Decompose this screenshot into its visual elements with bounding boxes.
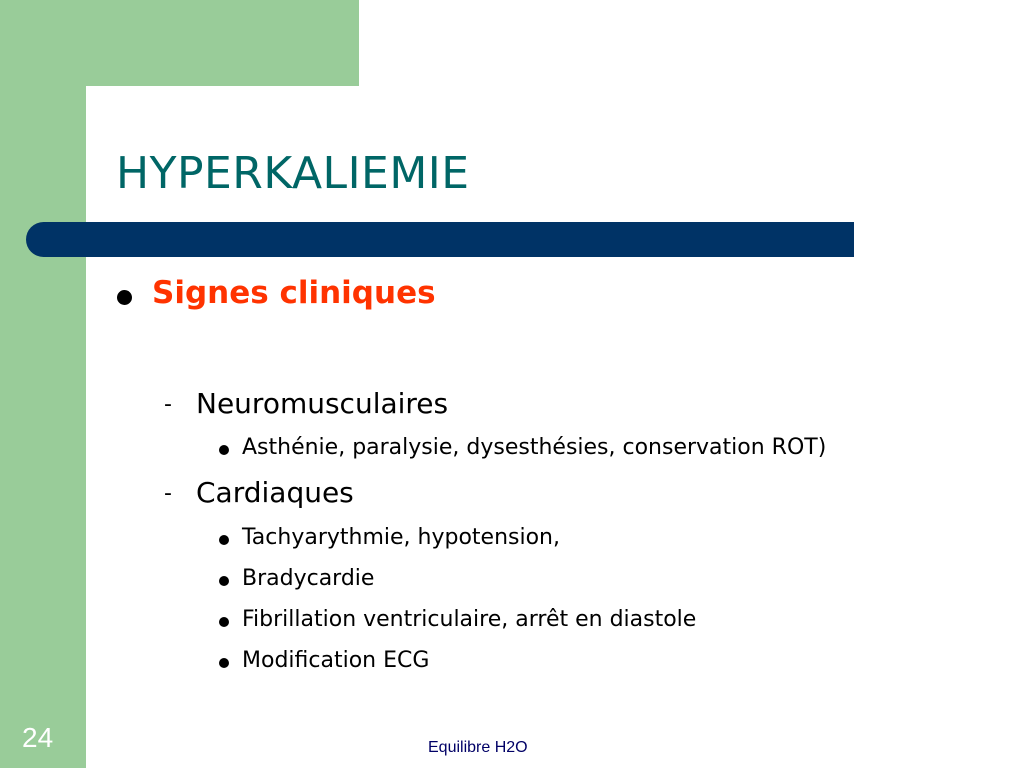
group-label-neuromusculaires: Neuromusculaires [196,387,449,420]
dash-icon: - [164,392,172,417]
list-item: Tachyarythmie, hypotension, [242,525,560,550]
bullet-icon [219,576,229,586]
bullet-icon [219,535,229,545]
list-item: Asthénie, paralysie, dysesthésies, conservation ROT) [242,435,827,460]
title-underline-bar [26,222,854,257]
list-item: Bradycardie [242,566,375,591]
top-band [0,0,359,86]
dash-icon: - [164,481,172,506]
footer-text: Equilibre H2O [428,739,528,756]
bullet-icon [219,617,229,627]
group-label-cardiaques: Cardiaques [196,476,354,509]
section-heading: Signes cliniques [152,275,436,311]
side-band [0,0,86,768]
slide-number: 24 [22,722,54,753]
bullet-icon [117,290,132,305]
list-item: Fibrillation ventriculaire, arrêt en diastole [242,607,697,632]
slide-title: HYPERKALIEMIE [116,148,470,199]
bullet-icon [219,445,229,455]
list-item: Modification ECG [242,648,430,673]
bullet-icon [219,658,229,668]
